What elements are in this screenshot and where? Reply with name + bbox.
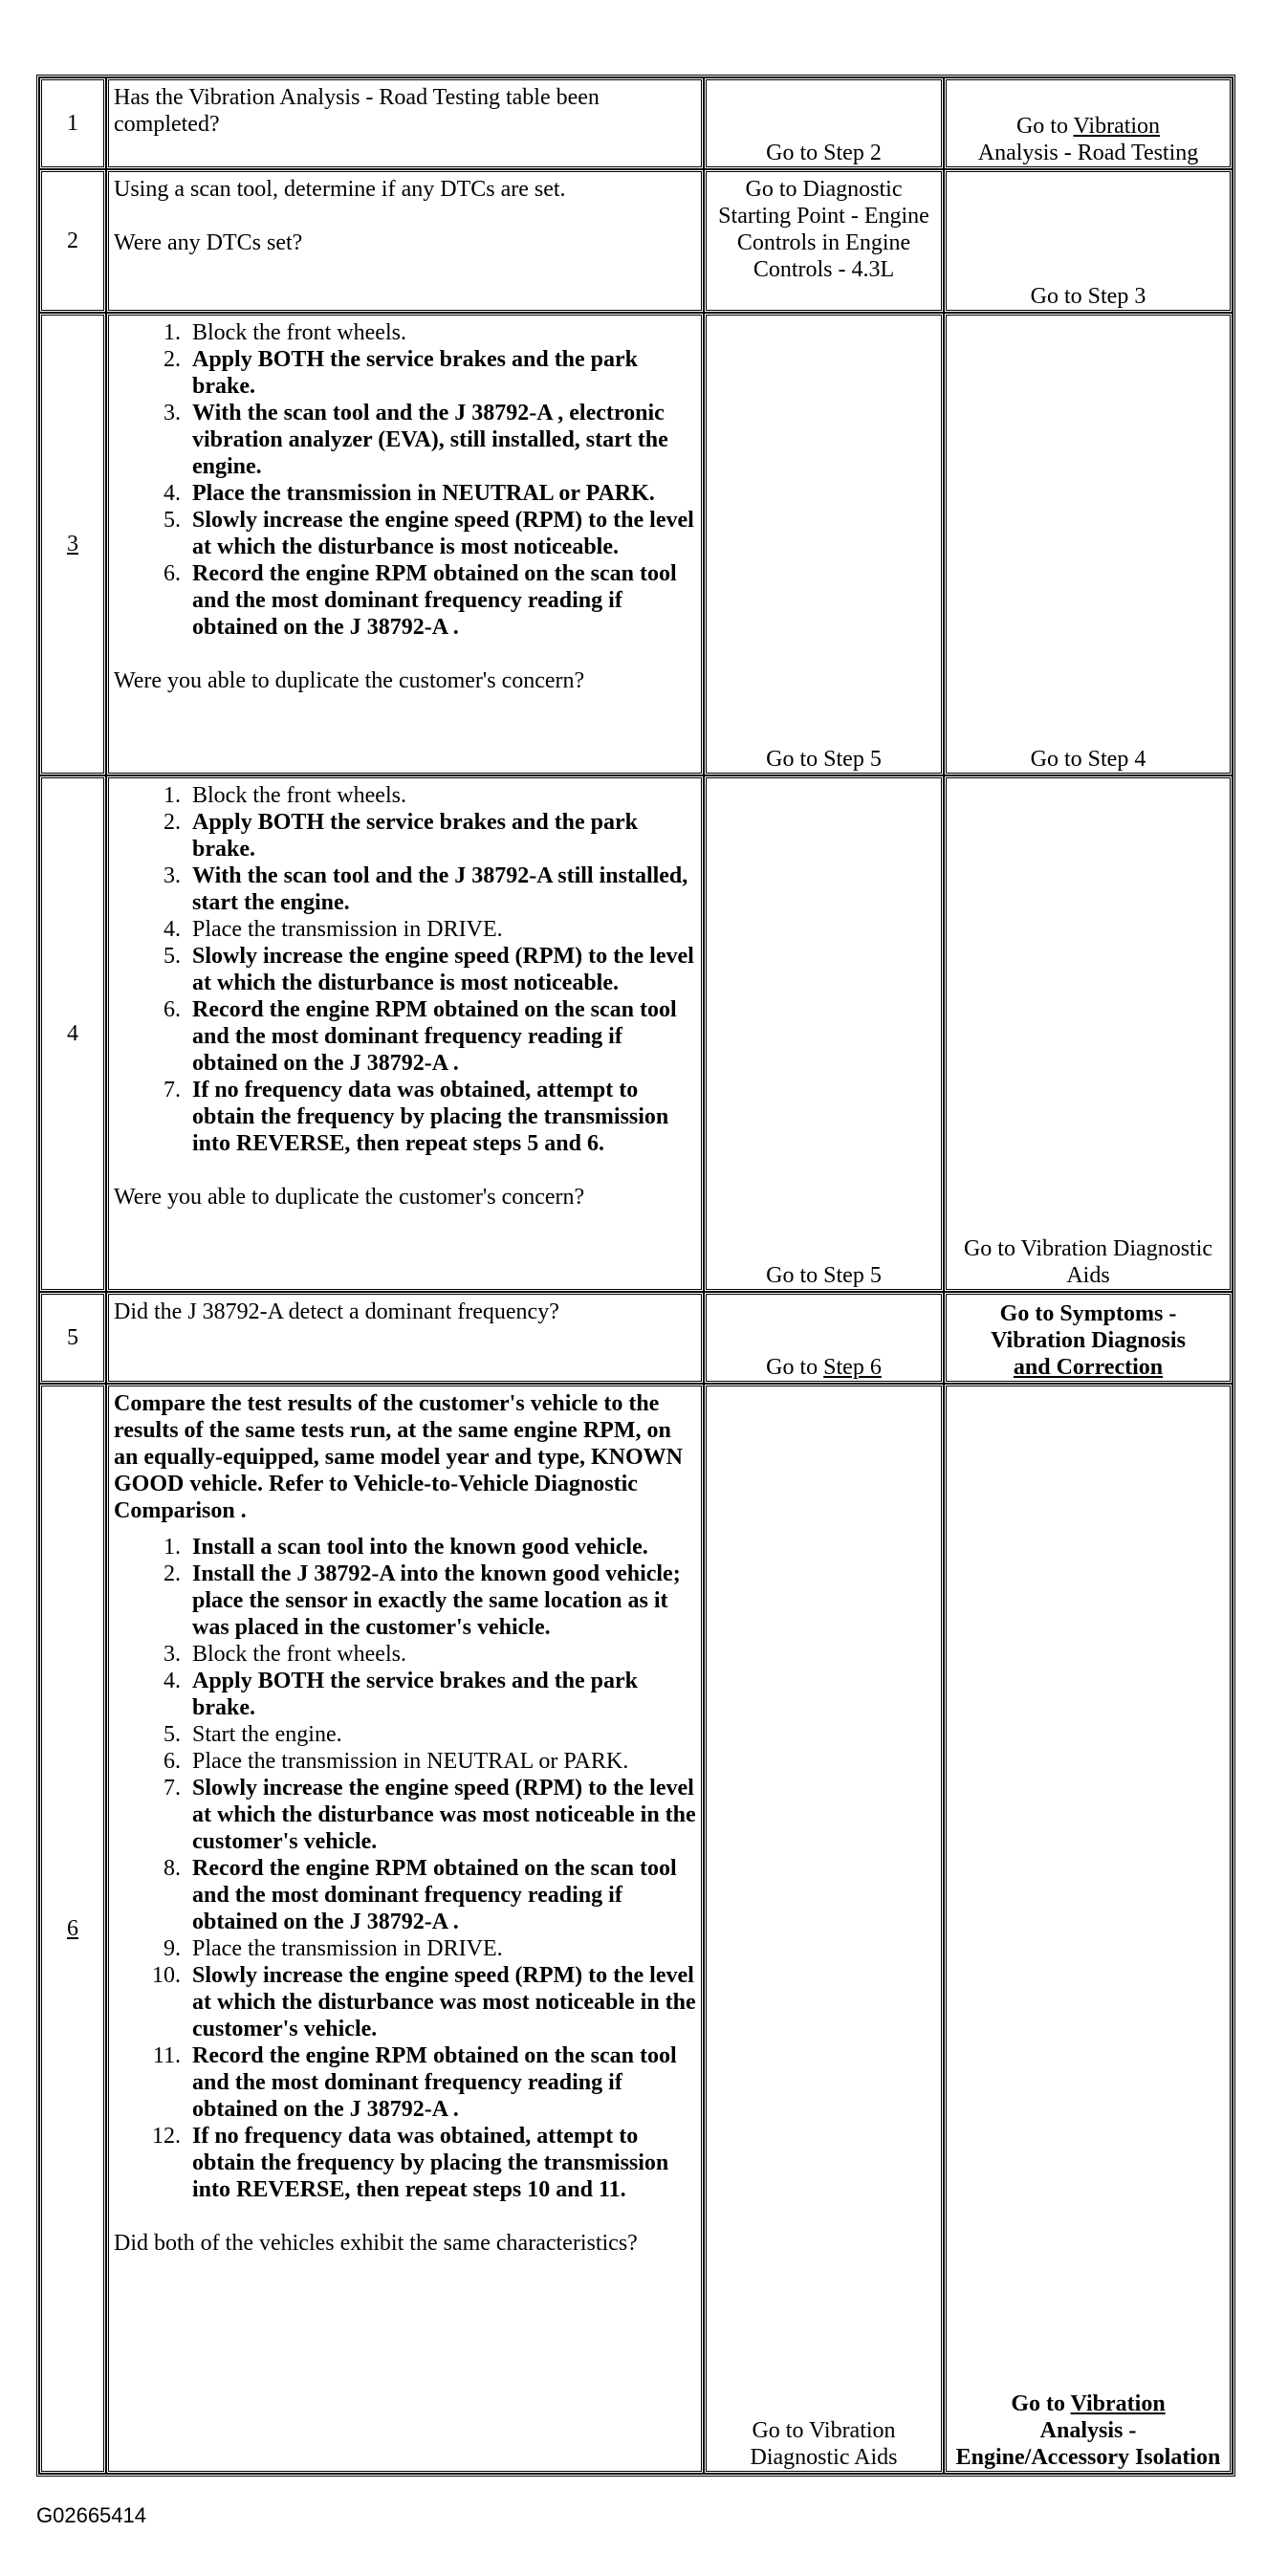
yes-cell	[704, 775, 944, 1292]
step-link[interactable]: 6	[67, 1916, 78, 1941]
procedure-step: 6. Place the transmission in NEUTRAL or PARK.	[186, 1748, 696, 1775]
procedure-step: 4. Place the transmission in NEUTRAL or PARK.	[186, 480, 696, 507]
question-text: Were any DTCs set?	[114, 230, 303, 255]
action-text: Using a scan tool, determine if any DTCs are set.	[114, 177, 566, 202]
step-number: 4	[39, 775, 106, 1292]
no-cell	[944, 775, 1233, 1292]
vibration-link[interactable]: Vibration	[1073, 114, 1161, 139]
no-action-prefix: Go to	[1011, 2391, 1071, 2416]
table-row-step-2	[39, 169, 1233, 313]
step-number: 1	[39, 77, 106, 169]
question-text: Were you able to duplicate the customer's concern?	[114, 1185, 585, 1210]
procedure-step: 3. With the scan tool and the J 38792-A still installed, start the engine.	[186, 862, 696, 916]
step-link[interactable]: 3	[67, 532, 78, 557]
action-text: Did the J 38792-A detect a dominant frequency?	[114, 1299, 559, 1324]
procedure-step: 9. Place the transmission in DRIVE.	[186, 1935, 696, 1962]
action-text: Has the Vibration Analysis - Road Testing table been completed?	[114, 85, 600, 137]
no-action: Go to Step 4	[1030, 747, 1146, 772]
no-action-prefix: Go to Symptoms - Vibration Diagnosis	[991, 1301, 1186, 1353]
procedure-step: 1. Block the front wheels.	[186, 782, 696, 809]
procedure-step: 2. Install the J 38792-A into the known good vehicle; place the sensor in exactly the same location as it was placed in the customer's vehicle.	[186, 1561, 696, 1641]
table-row-step-1	[39, 77, 1233, 169]
procedure-step: 12. If no frequency data was obtained, attempt to obtain the frequency by placing the transmission into REVERSE, then repeat steps 10 and 11.	[186, 2123, 696, 2203]
no-action-suffix: Analysis - Engine/Accessory Isolation	[955, 2418, 1221, 2470]
procedure-step: 3. Block the front wheels.	[186, 1641, 696, 1668]
yes-action: Go to Step 5	[766, 1263, 882, 1288]
procedure-step: 7. Slowly increase the engine speed (RPM) to the level at which the disturbance was most noticeable in the customer's vehicle.	[186, 1775, 696, 1855]
step-number	[39, 1384, 106, 2474]
action-cell	[106, 77, 704, 169]
yes-cell	[704, 169, 944, 313]
yes-cell	[704, 1292, 944, 1384]
no-cell	[944, 1384, 1233, 2474]
action-cell	[106, 1384, 704, 2474]
no-action: Go to Vibration Diagnostic Aids	[963, 1236, 1213, 1288]
step-6-link[interactable]: Step 6	[823, 1355, 882, 1380]
yes-action: Go to Vibration Diagnostic Aids	[750, 2418, 898, 2470]
no-action-prefix: Go to	[1015, 114, 1074, 139]
step-number: 2	[39, 169, 106, 313]
step-number	[39, 313, 106, 775]
no-cell	[944, 77, 1233, 169]
procedure-step: 1. Install a scan tool into the known good vehicle.	[186, 1534, 696, 1561]
procedure-step: 5. Start the engine.	[186, 1721, 696, 1748]
procedure-step: 6. Record the engine RPM obtained on the scan tool and the most dominant frequency reading if obtained on the J 38792-A .	[186, 560, 696, 641]
question-text: Did both of the vehicles exhibit the same characteristics?	[114, 2231, 638, 2256]
yes-action: Go to Step 5	[766, 747, 882, 772]
procedure-step: 5. Slowly increase the engine speed (RPM) to the level at which the disturbance is most noticeable.	[186, 943, 696, 996]
procedure-step: 6. Record the engine RPM obtained on the scan tool and the most dominant frequency reading if obtained on the J 38792-A .	[186, 996, 696, 1077]
procedure-step: 5. Slowly increase the engine speed (RPM) to the level at which the disturbance is most noticeable.	[186, 507, 696, 560]
action-text: Compare the test results of the customer's vehicle to the results of the same tests run, at the same engine RPM, on an equally-equipped, same model year and type, KNOWN GOOD vehicle. Refer to Vehicle-to-Vehicle Diagnostic Comparison .	[114, 1391, 683, 1523]
procedure-step: 2. Apply BOTH the service brakes and the park brake.	[186, 346, 696, 400]
yes-cell	[704, 77, 944, 169]
question-text: Were you able to duplicate the customer's concern?	[114, 668, 585, 693]
table-row-step-3	[39, 313, 1233, 775]
procedure-step: 7. If no frequency data was obtained, attempt to obtain the frequency by placing the transmission into REVERSE, then repeat steps 5 and 6.	[186, 1077, 696, 1157]
yes-cell	[704, 313, 944, 775]
procedure-list	[114, 782, 696, 1157]
vibration-link[interactable]: Vibration	[1070, 2391, 1166, 2416]
procedure-step: 2. Apply BOTH the service brakes and the park brake.	[186, 809, 696, 862]
yes-action: Go to Diagnostic Starting Point - Engine Controls in Engine Controls - 4.3L	[718, 177, 929, 282]
procedure-step: 3. With the scan tool and the J 38792-A , electronic vibration analyzer (EVA), still installed, start the engine.	[186, 400, 696, 480]
action-cell	[106, 775, 704, 1292]
diagnostic-table	[36, 75, 1235, 2477]
no-cell	[944, 169, 1233, 313]
procedure-step: 4. Apply BOTH the service brakes and the park brake.	[186, 1668, 696, 1721]
no-cell	[944, 1292, 1233, 1384]
procedure-step: 10. Slowly increase the engine speed (RPM) to the level at which the disturbance was most noticeable in the customer's vehicle.	[186, 1962, 696, 2042]
action-cell	[106, 1292, 704, 1384]
yes-cell	[704, 1384, 944, 2474]
no-action: Go to Step 3	[1030, 284, 1146, 309]
step-number: 5	[39, 1292, 106, 1384]
procedure-step: 4. Place the transmission in DRIVE.	[186, 916, 696, 943]
procedure-step: 11. Record the engine RPM obtained on the scan tool and the most dominant frequency reading if obtained on the J 38792-A .	[186, 2042, 696, 2123]
no-action-suffix: Analysis - Road Testing	[977, 141, 1199, 165]
symptoms-link[interactable]: and Correction	[1013, 1355, 1164, 1380]
figure-id: G02665414	[36, 2503, 146, 2527]
yes-action: Go to Step 2	[766, 141, 882, 165]
table-row-step-5	[39, 1292, 1233, 1384]
table-row-step-4	[39, 775, 1233, 1292]
action-cell	[106, 313, 704, 775]
procedure-step: 8. Record the engine RPM obtained on the scan tool and the most dominant frequency reading if obtained on the J 38792-A .	[186, 1855, 696, 1935]
yes-action-prefix: Go to	[766, 1355, 824, 1380]
procedure-list	[114, 1534, 696, 2203]
procedure-step: 1. Block the front wheels.	[186, 319, 696, 346]
procedure-list	[114, 319, 696, 641]
action-cell	[106, 169, 704, 313]
no-cell	[944, 313, 1233, 775]
table-row-step-6	[39, 1384, 1233, 2474]
